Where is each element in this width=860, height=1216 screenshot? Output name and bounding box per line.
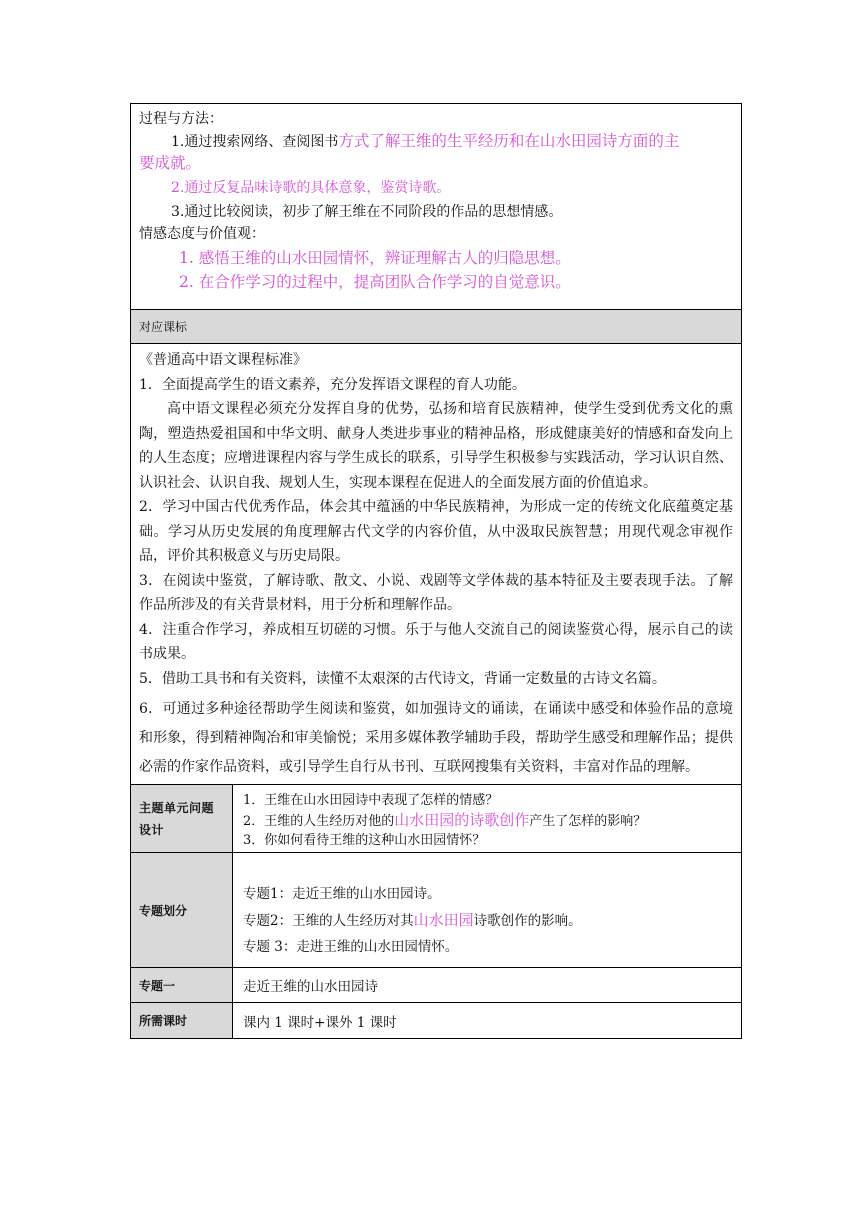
process-heading: 过程与方法： — [139, 111, 223, 127]
process-item-1: 1.通过搜索网络、查阅图书方式了解王维的生平经历和在山水田园诗方面的主 — [171, 132, 680, 150]
topic-1: 专题1：走近王维的山水田园诗。 — [243, 886, 441, 902]
theme-label: 主题单元问题设计 — [131, 785, 233, 852]
process-item-3: 3.通过比较阅读，初步了解王维在不同阶段的作品的思想情感。 — [171, 204, 563, 220]
class-hours-value: 课内 1 课时+课外 1 课时 — [243, 1014, 397, 1031]
standards-point-2: 2．学习中国古代优秀作品，体会其中蕴涵的中华民族精神，为形成一定的传统文化底蕴奠定基础。学习从历史发展的角度理解古代文学的内容价值，从中汲取民族智慧；用现代观念审视作品，评价其积极意义与历史局限。 — [139, 499, 733, 564]
theme-question-3: 3．你如何看待王维的这种山水田园情怀？ — [243, 833, 486, 848]
theme-row — [131, 785, 741, 853]
topics-label: 专题划分 — [131, 853, 233, 967]
theme-question-1: 1．王维在山水田园诗中表现了怎样的情感？ — [243, 793, 499, 808]
standards-point-6: 6．可通过多种途径帮助学生阅读和鉴赏，如加强诗文的诵读，在诵读中感受和体验作品的意境和形象，得到精神陶冶和审美愉悦；采用多媒体教学辅助手段，帮助学生感受和理解作品；提供必需的作家作品资料，或引导学生自行从书刊、互联网搜集有关资料，丰富对作品的理解。 — [139, 701, 733, 775]
theme-questions — [233, 785, 741, 852]
lesson-plan-table — [130, 103, 742, 1039]
theme-question-2: 2．王维的人生经历对他的山水田园的诗歌创作产生了怎样的影响？ — [243, 810, 647, 829]
standards-header: 对应课标 — [131, 310, 741, 344]
objectives-section — [131, 104, 741, 310]
standards-point-4: 4．注重合作学习，养成相互切磋的习惯。乐于与他人交流自己的阅读鉴赏心得，展示自己的读书成果。 — [139, 621, 733, 662]
process-item-1-cont: 要成就。 — [139, 154, 202, 172]
topic-one-row — [131, 968, 741, 1003]
standards-point-3: 3．在阅读中鉴赏，了解诗歌、散文、小说、戏剧等文学体裁的基本特征及主要表现手法。了解作品所涉及的有关背景材料，用于分析和理解作品。 — [139, 572, 733, 613]
standards-point-1: 1．全面提高学生的语文素养，充分发挥语文课程的育人功能。 — [139, 376, 526, 393]
topic-one-value: 走近王维的山水田园诗 — [243, 979, 378, 995]
topic-2: 专题2：王维的人生经历对其山水田园诗歌创作的影响。 — [243, 911, 582, 929]
topic-one-label: 专题一 — [131, 968, 233, 1002]
class-hours-label: 所需课时 — [131, 1003, 233, 1038]
standards-section — [131, 344, 741, 785]
standards-point-1-body: 高中语文课程必须充分发挥自身的优势，弘扬和培育民族精神，使学生受到优秀文化的熏陶，塑造热爱祖国和中华文明、献身人类进步事业的精神品格，形成健康美好的情感和奋发向上的人生态度；应增进课程内容与学生成长的联系，引导学生积极参与实践活动，学习认识自然、认识社会、认识自我、规划人生，实现本课程在促进人的全面发展方面的价值追求。 — [139, 401, 733, 491]
topic-3: 专题 3：走进王维的山水田园情怀。 — [243, 939, 459, 955]
standards-point-5: 5．借助工具书和有关资料，读懂不太艰深的古代诗文，背诵一定数量的古诗文名篇。 — [139, 670, 666, 687]
process-item-2: 2.通过反复品味诗歌的具体意象，鉴赏诗歌。 — [171, 180, 451, 196]
attitude-heading: 情感态度与价值观： — [139, 226, 265, 242]
attitude-item-1: 1. 感悟王维的山水田园情怀，辨证理解古人的归隐思想。 — [179, 249, 571, 267]
topics-list — [233, 853, 741, 967]
class-hours-row — [131, 1003, 741, 1038]
attitude-item-2: 2. 在合作学习的过程中，提高团队合作学习的自觉意识。 — [179, 273, 571, 291]
standards-title: 《普通高中语文课程标准》 — [139, 352, 307, 368]
topics-row — [131, 853, 741, 968]
